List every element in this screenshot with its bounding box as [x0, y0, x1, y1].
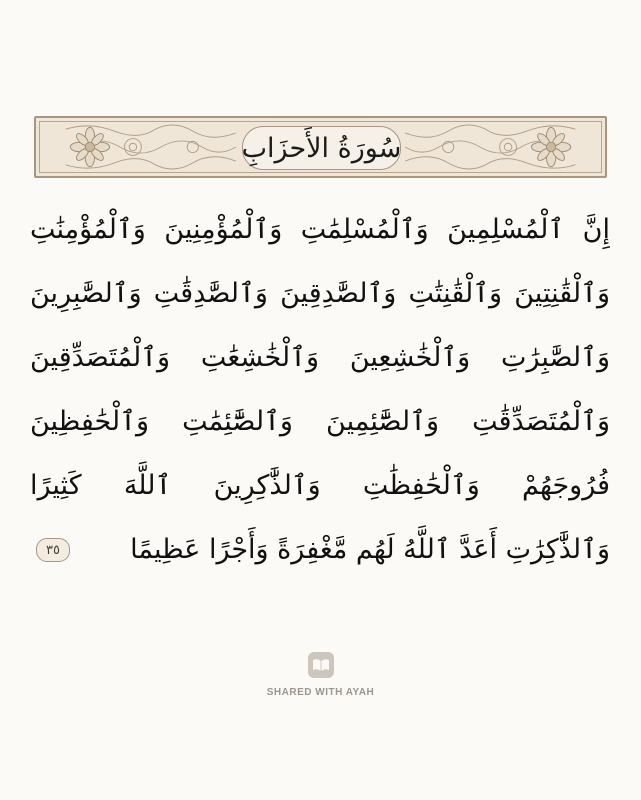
surah-title-cartouche [242, 126, 401, 170]
ayah-book-icon [308, 652, 334, 678]
verse-line-5: فُرُوجَهُمْ وَٱلْحَٰفِظَٰتِ وَٱلذَّٰكِرِينَ ٱللَّهَ كَثِيرًا [30, 470, 610, 501]
verse-line-6-container [30, 518, 610, 582]
shared-with-ayah-label: SHARED WITH AYAH [266, 687, 375, 698]
footer [0, 652, 641, 698]
verse-line-3: وَٱلصَّٰبِرَٰتِ وَٱلْخَٰشِعِينَ وَٱلْخَٰشِعَٰتِ وَٱلْمُتَصَدِّقِينَ [30, 342, 610, 373]
verse-line-2: وَٱلْقَٰنِتِينَ وَٱلْقَٰنِتَٰتِ وَٱلصَّٰدِقِينَ وَٱلصَّٰدِقَٰتِ وَٱلصَّٰبِرِينَ [30, 278, 610, 309]
surah-title: سُورَةُ الأَحزَابِ [241, 132, 402, 164]
verse-line-6: وَٱلذَّٰكِرَٰتِ أَعَدَّ ٱللَّهُ لَهُم مَّغْفِرَةً وَأَجْرًا عَظِيمًا [130, 534, 610, 565]
surah-header-banner [34, 116, 607, 178]
verse-line-1: إِنَّ ٱلْمُسْلِمِينَ وَٱلْمُسْلِمَٰتِ وَٱلْمُؤْمِنِينَ وَٱلْمُؤْمِنَٰتِ [30, 214, 610, 245]
verse-line-4: وَٱلْمُتَصَدِّقَٰتِ وَٱلصَّٰٓئِمِينَ وَٱلصَّٰٓئِمَٰتِ وَٱلْحَٰفِظِينَ [30, 406, 610, 437]
verse-text [30, 198, 610, 582]
ayah-number-marker: ٣٥ [36, 538, 70, 562]
